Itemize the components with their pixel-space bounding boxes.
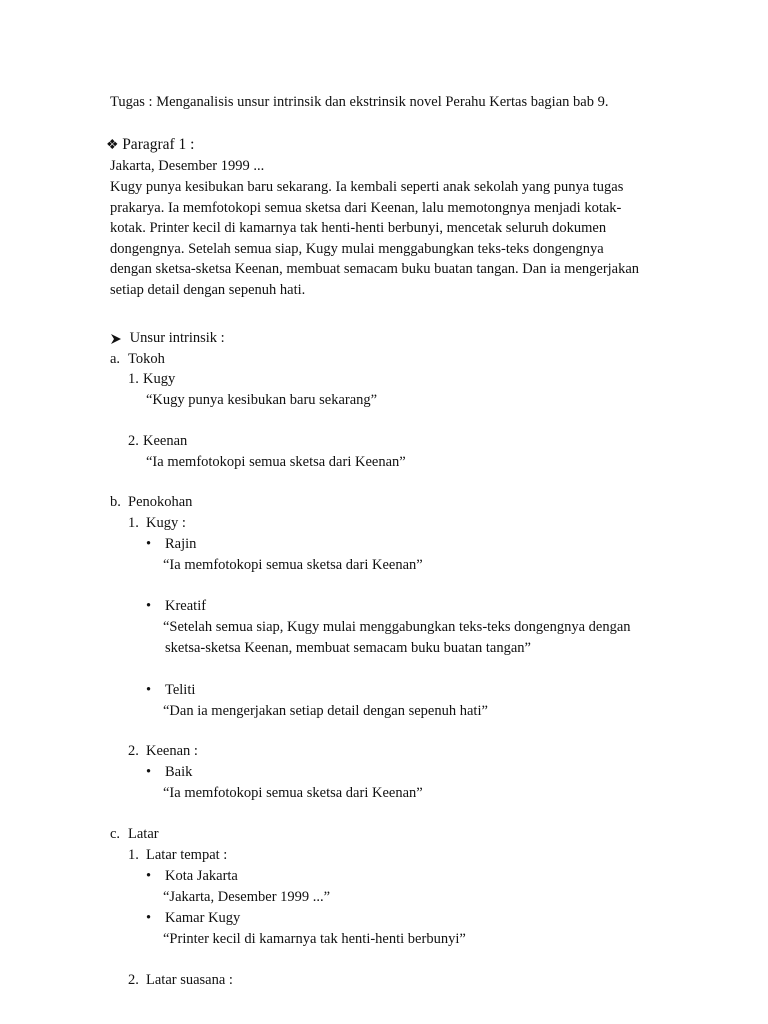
- quote: “Kugy punya kesibukan baru sekarang”: [146, 392, 378, 408]
- unsur-heading-row: [110, 328, 225, 348]
- sub-section-label: Latar tempat :: [146, 847, 228, 863]
- trait-name: Kreatif: [165, 598, 207, 614]
- paragraph-line: Kugy punya kesibukan baru sekarang. Ia kembali seperti anak sekolah yang punya tugas: [110, 179, 624, 195]
- section-penokohan-label: Penokohan: [128, 494, 193, 510]
- arrow-head-icon: [110, 333, 122, 345]
- quote: “Ia memfotokopi semua sketsa dari Keenan”: [163, 557, 423, 573]
- quote: “Printer kecil di kamarnya tak henti-henti berbunyi”: [163, 931, 466, 947]
- trait-name: Rajin: [165, 536, 197, 552]
- section-latar-label: Latar: [128, 826, 159, 842]
- section-marker: a.: [110, 351, 121, 367]
- list-number: 2.: [128, 972, 139, 988]
- task-title: Tugas : Menganalisis unsur intrinsik dan ekstrinsik novel Perahu Kertas bagian bab 9.: [110, 94, 609, 110]
- place-name: Kamar Kugy: [165, 910, 241, 926]
- list-number: 1.: [128, 371, 139, 387]
- trait-name: Teliti: [165, 682, 196, 698]
- bullet: •: [146, 910, 152, 926]
- section-marker: b.: [110, 494, 121, 510]
- bullet: •: [146, 598, 152, 614]
- section-marker: c.: [110, 826, 121, 842]
- quote: “Dan ia mengerjakan setiap detail dengan sepenuh hati”: [163, 703, 488, 719]
- list-number: 1.: [128, 847, 139, 863]
- list-number: 2.: [128, 433, 139, 449]
- trait-name: Baik: [165, 764, 193, 780]
- quote: “Jakarta, Desember 1999 ...”: [163, 889, 331, 905]
- paragraph-heading-row: [106, 135, 195, 156]
- quote: “Ia memfotokopi semua sketsa dari Keenan”: [146, 454, 406, 470]
- place-name: Kota Jakarta: [165, 868, 238, 884]
- paragraph-line: prakarya. Ia memfotokopi semua sketsa dari Keenan, lalu memotongnya menjadi kotak-: [110, 200, 622, 216]
- list-number: 2.: [128, 743, 139, 759]
- paragraph-line: dongengnya. Setelah semua siap, Kugy mulai menggabungkan teks-teks dongengnya: [110, 241, 604, 257]
- bullet: •: [146, 764, 152, 780]
- tokoh-name: Kugy: [143, 371, 176, 387]
- paragraph-heading: Paragraf 1 :: [122, 136, 195, 153]
- bullet: •: [146, 536, 152, 552]
- bullet: •: [146, 868, 152, 884]
- character-label: Kugy :: [146, 515, 186, 531]
- sub-section-label: Latar suasana :: [146, 972, 233, 988]
- unsur-heading: Unsur intrinsik :: [129, 330, 225, 346]
- section-tokoh-label: Tokoh: [128, 351, 165, 367]
- bullet: •: [146, 682, 152, 698]
- four-diamond-icon: ❖: [106, 138, 119, 153]
- list-number: 1.: [128, 515, 139, 531]
- character-label: Keenan :: [146, 743, 198, 759]
- quote: “Setelah semua siap, Kugy mulai menggabungkan teks-teks dongengnya dengan: [163, 619, 631, 635]
- quote: sketsa-sketsa Keenan, membuat semacam buku buatan tangan”: [165, 640, 531, 656]
- paragraph-line: kotak. Printer kecil di kamarnya tak henti-henti berbunyi, mencetak seluruh dokumen: [110, 220, 607, 236]
- quote: “Ia memfotokopi semua sketsa dari Keenan”: [163, 785, 423, 801]
- paragraph-line: setiap detail dengan sepenuh hati.: [110, 282, 306, 298]
- paragraph-line: dengan sketsa-sketsa Keenan, membuat semacam buku buatan tangan. Dan ia mengerjakan: [110, 261, 640, 277]
- paragraph-line: Jakarta, Desember 1999 ...: [110, 158, 265, 174]
- tokoh-name: Keenan: [143, 433, 188, 449]
